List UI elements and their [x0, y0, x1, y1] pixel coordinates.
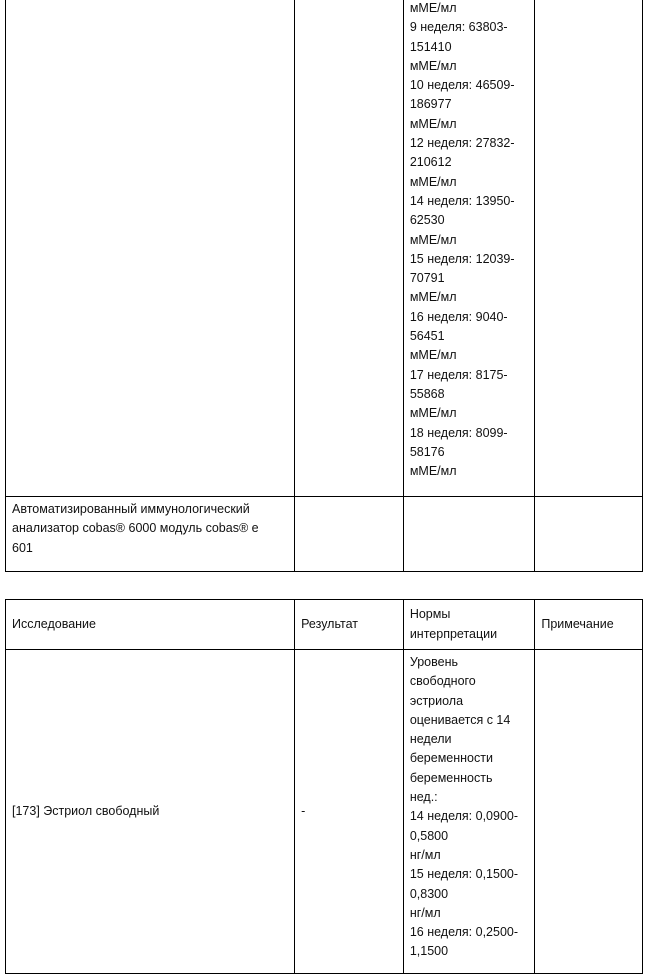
range-line: 62530	[409, 213, 445, 228]
norm-line: 1,1500	[409, 944, 449, 959]
range-line: мМЕ/мл	[409, 406, 457, 421]
range-line: 16 неделя: 9040-	[409, 309, 508, 324]
table-row	[6, 497, 643, 572]
header-result: Результат	[295, 600, 404, 650]
range-line: 58176	[409, 444, 445, 459]
note-cell	[535, 650, 643, 974]
note-cell	[535, 497, 643, 572]
note-cell	[535, 0, 643, 497]
range-line: 18 неделя: 8099-	[409, 425, 508, 440]
norm-line: 0,5800	[409, 828, 449, 843]
range-line: мМЕ/мл	[409, 464, 457, 479]
header-note: Примечание	[535, 600, 643, 650]
range-line: 151410	[409, 39, 452, 54]
norm-line: эстриола	[409, 693, 464, 708]
analyzer-line: анализатор cobas® 6000 модуль cobas® e	[12, 521, 259, 536]
table-header-row	[6, 600, 643, 650]
analyzer-line: 601	[12, 540, 33, 555]
range-line: мМЕ/мл	[409, 232, 457, 247]
range-line: 210612	[409, 155, 452, 170]
study-cell: [173] Эстриол свободный	[6, 650, 295, 974]
norms-table-continued	[5, 0, 643, 572]
range-line: мМЕ/мл	[409, 58, 457, 73]
study-cell	[6, 0, 295, 497]
range-line: 15 неделя: 12039-	[409, 251, 515, 266]
range-line: 70791	[409, 271, 445, 286]
range-line: 14 неделя: 13950-	[409, 193, 515, 208]
range-line: 186977	[409, 97, 452, 112]
norm-line: оценивается с 14	[409, 712, 511, 727]
range-line: 17 неделя: 8175-	[409, 367, 508, 382]
result-cell	[295, 497, 404, 572]
header-study: Исследование	[6, 600, 295, 650]
norm-line: нед.:	[409, 790, 438, 805]
norm-line: беременности	[409, 751, 493, 766]
norm-line: беременность	[409, 770, 493, 785]
norm-line: Уровень	[409, 655, 458, 669]
norm-line: свободного	[409, 674, 476, 689]
range-line: мМЕ/мл	[409, 116, 457, 131]
estriol-table	[5, 599, 643, 974]
header-norms-line: Нормы	[409, 607, 451, 622]
range-line: мМЕ/мл	[409, 174, 457, 189]
range-line: мМЕ/мл	[409, 1, 457, 15]
range-line: 12 неделя: 27832-	[409, 136, 515, 151]
norm-line: нг/мл	[409, 905, 441, 920]
norm-line: 0,8300	[409, 886, 449, 901]
analyzer-cell	[6, 497, 295, 572]
range-line: 55868	[409, 386, 445, 401]
range-line: 9 неделя: 63803-	[409, 20, 508, 35]
norm-line: 16 неделя: 0,2500-	[409, 925, 519, 940]
range-line: мМЕ/мл	[409, 348, 457, 363]
norm-ranges-cell	[403, 0, 535, 497]
range-line: 56451	[409, 329, 445, 344]
result-cell	[295, 0, 404, 497]
header-norms-line: интерпретации	[409, 626, 498, 641]
norm-cell	[403, 650, 535, 974]
norm-cell	[403, 497, 535, 572]
analyzer-line: Автоматизированный иммунологический	[12, 502, 250, 516]
norm-line: 14 неделя: 0,0900-	[409, 809, 519, 824]
table-row	[6, 0, 643, 497]
range-line: 10 неделя: 46509-	[409, 78, 515, 93]
range-line: мМЕ/мл	[409, 290, 457, 305]
norm-line: недели	[409, 732, 452, 747]
header-norms	[403, 600, 535, 650]
result-cell: -	[295, 650, 404, 974]
norm-line: 15 неделя: 0,1500-	[409, 867, 519, 882]
norm-line: нг/мл	[409, 847, 441, 862]
table-row	[6, 650, 643, 974]
